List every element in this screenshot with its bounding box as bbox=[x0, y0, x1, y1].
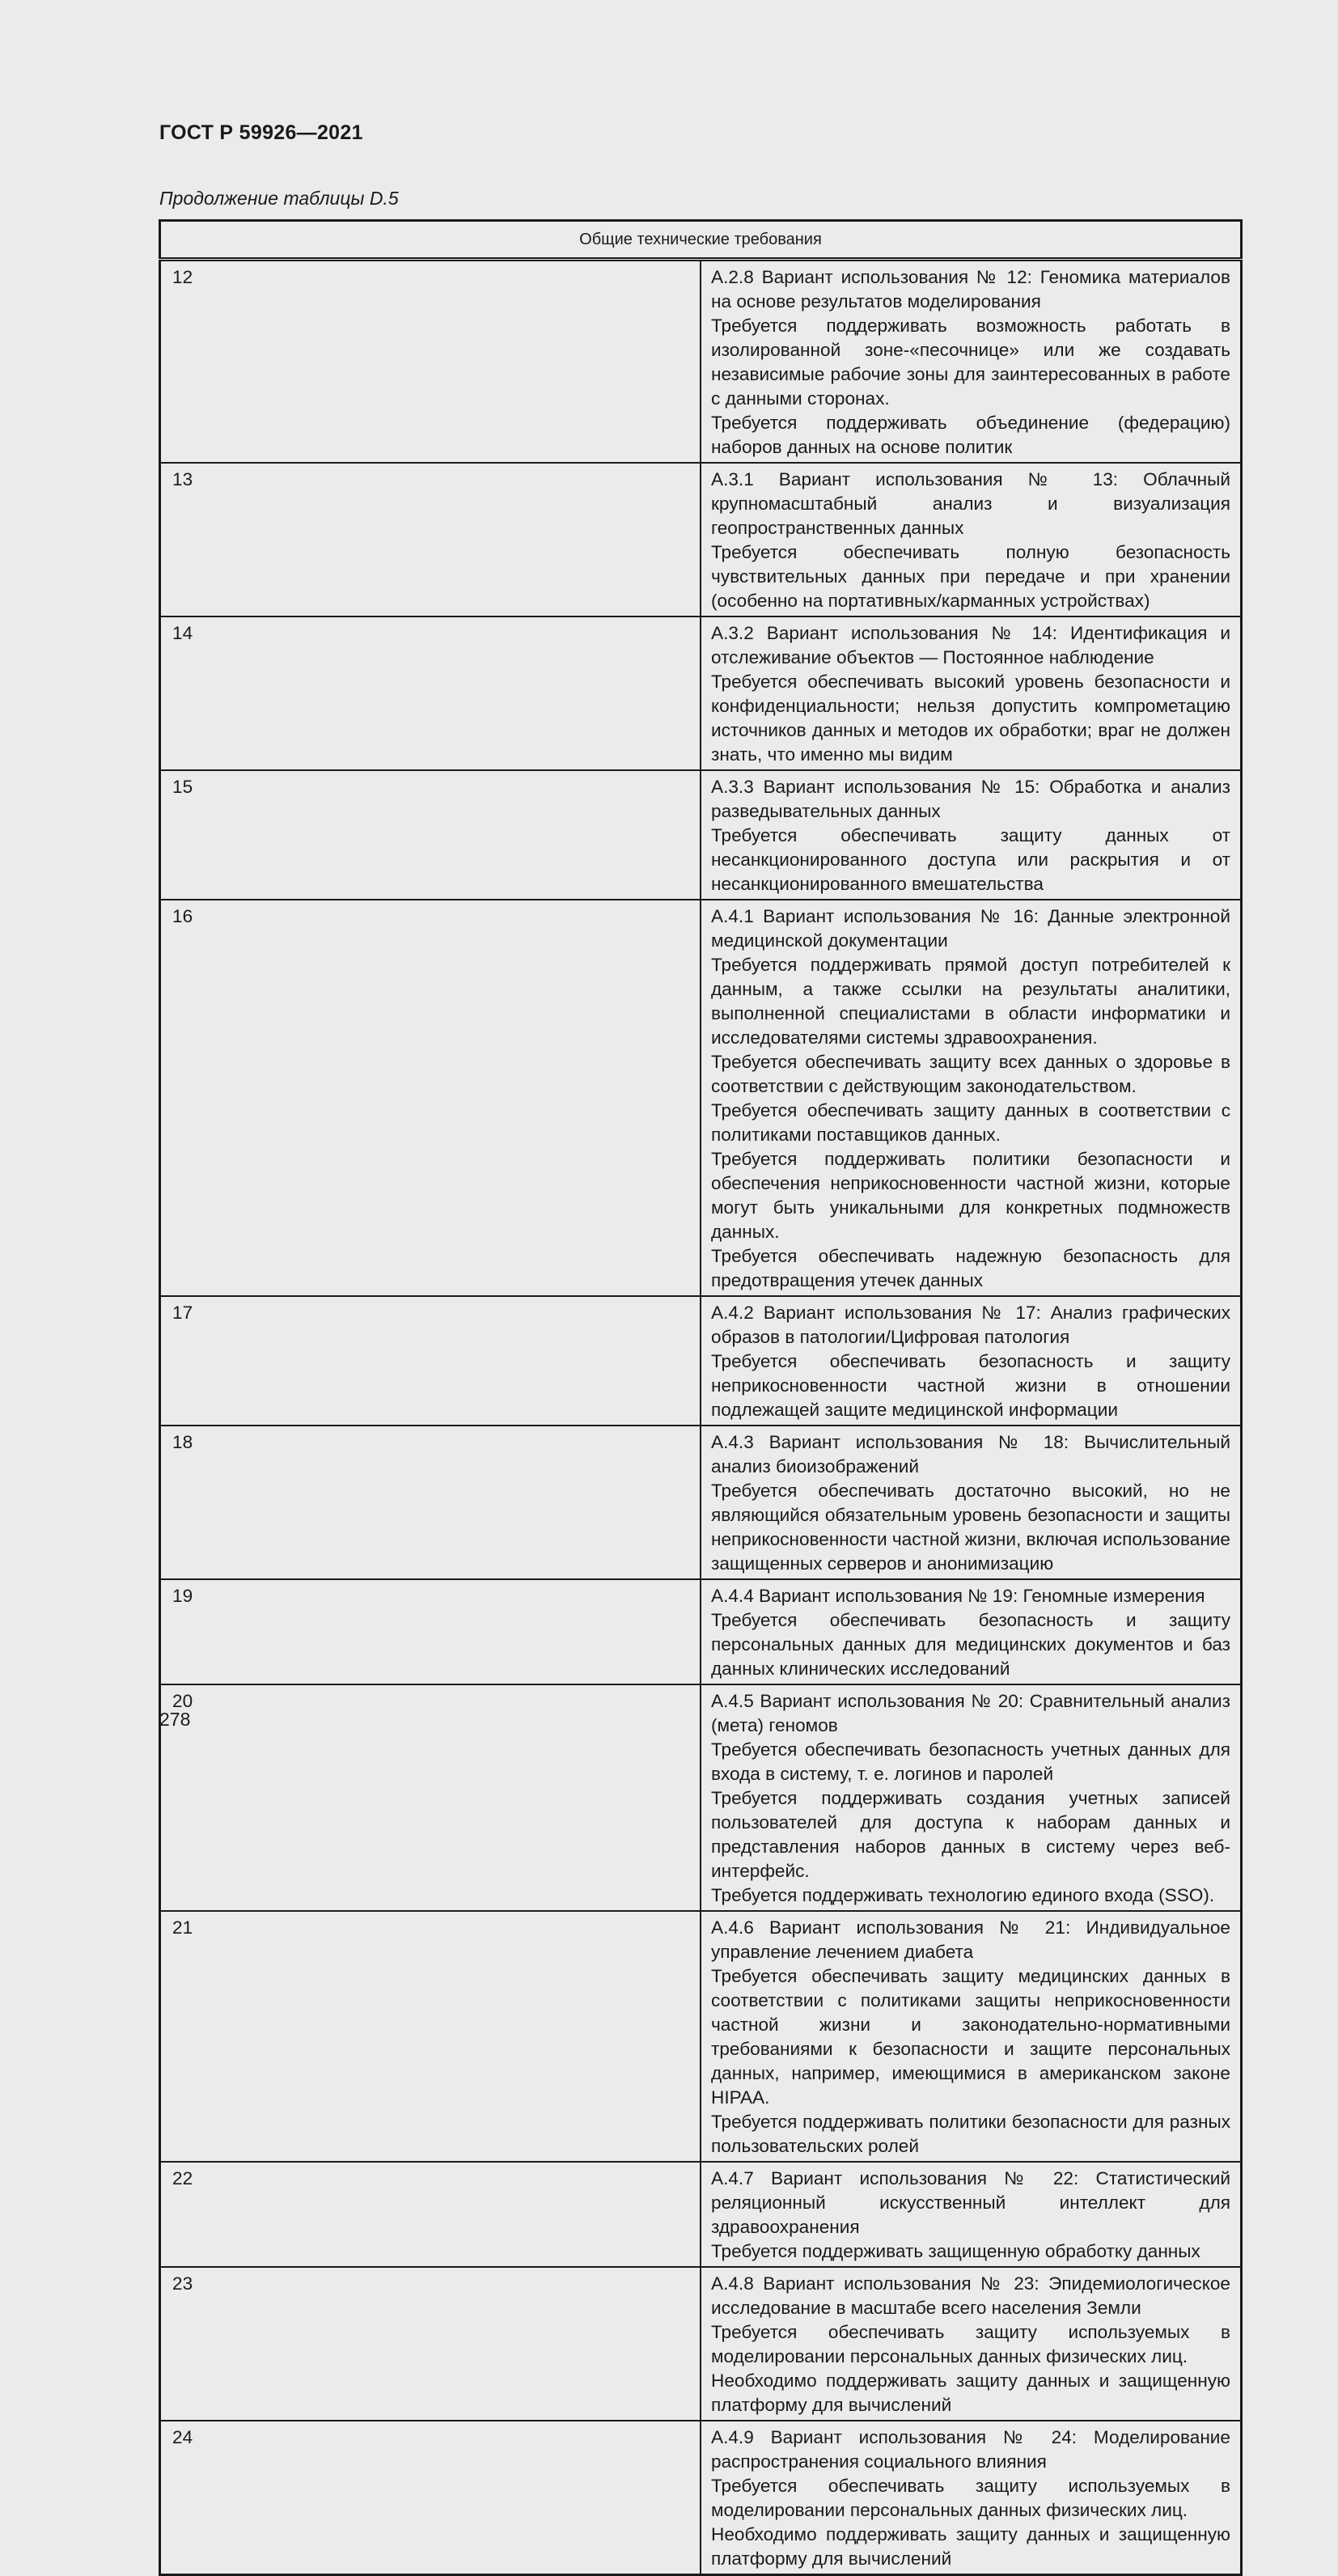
requirements-table bbox=[159, 219, 1243, 2576]
use-case-title: А.2.8 Вариант использования № 12: Геномика материалов на основе результатов моделирования bbox=[711, 267, 1230, 311]
use-case-title: А.3.2 Вариант использования № 14: Идентификация и отслеживание объектов — Постоянное наблюдение bbox=[711, 623, 1230, 667]
table-row bbox=[160, 900, 1242, 1296]
table-row bbox=[160, 2267, 1242, 2421]
row-requirements bbox=[701, 1579, 1242, 1684]
requirement-text: Требуется поддерживать политики безопасности для разных пользовательских ролей bbox=[711, 2112, 1230, 2156]
requirement-text: Требуется поддерживать защищенную обработку данных bbox=[711, 2241, 1200, 2261]
row-number: 19 bbox=[160, 1579, 701, 1684]
requirement-text: Требуется поддерживать возможность работать в изолированной зоне-«песочнице» или же создавать независимые рабочие зоны для заинтересованных в работе с данными сторонах. bbox=[711, 316, 1230, 409]
row-requirements bbox=[701, 900, 1242, 1296]
row-requirements bbox=[701, 2267, 1242, 2421]
requirement-text: Необходимо поддерживать защиту данных и защищенную платформу для вычислений bbox=[711, 2371, 1230, 2415]
requirement-text: Требуется обеспечивать защиту используемых в моделировании персональных данных физических лиц. bbox=[711, 2476, 1230, 2520]
table-row bbox=[160, 2162, 1242, 2267]
row-number: 23 bbox=[160, 2267, 701, 2421]
use-case-title: А.4.6 Вариант использования № 21: Индивидуальное управление лечением диабета bbox=[711, 1917, 1230, 1962]
row-number: 17 bbox=[160, 1296, 701, 1426]
requirement-text: Требуется поддерживать объединение (федерацию) наборов данных на основе политик bbox=[711, 413, 1230, 457]
row-number: 16 bbox=[160, 900, 701, 1296]
row-number: 13 bbox=[160, 463, 701, 616]
table-row bbox=[160, 616, 1242, 770]
use-case-title: А.4.5 Вариант использования № 20: Сравнительный анализ (мета) геномов bbox=[711, 1691, 1230, 1735]
table-row bbox=[160, 2421, 1242, 2575]
use-case-title: А.3.3 Вариант использования № 15: Обработка и анализ разведывательных данных bbox=[711, 777, 1230, 821]
requirement-text: Требуется обеспечивать защиту медицинских данных в соответствии с политиками защиты неприкосновенности частной жизни и законодательно-нормативными требованиями к безопасности и защите персональных данных, например, имеющимися в американском законе HIPAA. bbox=[711, 1966, 1230, 2108]
table-row bbox=[160, 1911, 1242, 2162]
use-case-title: А.4.4 Вариант использования № 19: Геномные измерения bbox=[711, 1586, 1205, 1606]
use-case-title: А.4.2 Вариант использования № 17: Анализ графических образов в патологии/Цифровая патология bbox=[711, 1303, 1230, 1347]
row-requirements bbox=[701, 770, 1242, 900]
row-number: 21 bbox=[160, 1911, 701, 2162]
row-number: 24 bbox=[160, 2421, 701, 2575]
use-case-title: А.4.1 Вариант использования № 16: Данные электронной медицинской документации bbox=[711, 906, 1230, 951]
use-case-title: А.4.3 Вариант использования № 18: Вычислительный анализ биоизображений bbox=[711, 1432, 1230, 1477]
row-requirements bbox=[701, 260, 1242, 464]
row-requirements bbox=[701, 2162, 1242, 2267]
row-requirements bbox=[701, 2421, 1242, 2575]
requirement-text: Требуется обеспечивать защиту используемых в моделировании персональных данных физических лиц. bbox=[711, 2322, 1230, 2366]
row-number: 14 bbox=[160, 616, 701, 770]
page-number: 278 bbox=[159, 1709, 191, 1730]
row-number: 22 bbox=[160, 2162, 701, 2267]
document-header: ГОСТ Р 59926—2021 bbox=[159, 121, 363, 144]
table-header-row bbox=[160, 221, 1242, 260]
row-number: 20 bbox=[160, 1684, 701, 1911]
requirement-text: Требуется обеспечивать защиту данных от несанкционированного доступа или раскрытия и от несанкционированного вмешательства bbox=[711, 825, 1230, 894]
table-row bbox=[160, 1579, 1242, 1684]
table-caption: Продолжение таблицы D.5 bbox=[159, 188, 399, 209]
table-row bbox=[160, 1426, 1242, 1579]
requirement-text: Требуется обеспечивать полную безопасность чувствительных данных при передаче и при хранении (особенно на портативных/карманных устройствах) bbox=[711, 542, 1230, 611]
requirement-text: Требуется поддерживать технологию единого входа (SSO). bbox=[711, 1885, 1215, 1905]
table-heading: Общие технические требования bbox=[160, 221, 1242, 260]
table-row bbox=[160, 260, 1242, 464]
use-case-title: А.4.8 Вариант использования № 23: Эпидемиологическое исследование в масштабе всего населения Земли bbox=[711, 2273, 1230, 2318]
row-requirements bbox=[701, 1911, 1242, 2162]
requirement-text: Требуется поддерживать прямой доступ потребителей к данным, а также ссылки на результаты аналитики, выполненной специалистами в области информатики и исследователями системы здравоохранения. bbox=[711, 955, 1230, 1048]
use-case-title: А.4.9 Вариант использования № 24: Моделирование распространения социального влияния bbox=[711, 2427, 1230, 2472]
requirement-text: Требуется обеспечивать достаточно высокий, но не являющийся обязательным уровень безопасности и защиты неприкосновенности частной жизни, включая использование защищенных серверов и анонимизацию bbox=[711, 1481, 1231, 1574]
table-row bbox=[160, 1296, 1242, 1426]
row-requirements bbox=[701, 1684, 1242, 1911]
use-case-title: А.3.1 Вариант использования № 13: Облачный крупномасштабный анализ и визуализация геопространственных данных bbox=[711, 469, 1230, 538]
use-case-title: А.4.7 Вариант использования № 22: Статистический реляционный искусственный интеллект для здравоохранения bbox=[711, 2168, 1230, 2237]
requirement-text: Требуется обеспечивать высокий уровень безопасности и конфиденциальности; нельзя допустить компрометацию источников данных и методов их обработки; враг не должен знать, что именно мы видим bbox=[711, 672, 1230, 765]
requirement-text: Требуется обеспечивать защиту всех данных о здоровье в соответствии с действующим законодательством. bbox=[711, 1052, 1230, 1096]
row-requirements bbox=[701, 1296, 1242, 1426]
requirement-text: Требуется обеспечивать безопасность и защиту персональных данных для медицинских документов и баз данных клинических исследований bbox=[711, 1610, 1230, 1679]
requirement-text: Требуется поддерживать создания учетных записей пользователей для доступа к наборам данных и представления наборов данных в систему через веб-интерфейс. bbox=[711, 1788, 1230, 1881]
requirement-text: Необходимо поддерживать защиту данных и защищенную платформу для вычислений bbox=[711, 2524, 1230, 2569]
requirement-text: Требуется обеспечивать защиту данных в соответствии с политиками поставщиков данных. bbox=[711, 1100, 1230, 1145]
row-number: 12 bbox=[160, 260, 701, 464]
row-requirements bbox=[701, 616, 1242, 770]
requirement-text: Требуется обеспечивать безопасность и защиту неприкосновенности частной жизни в отношении подлежащей защите медицинской информации bbox=[711, 1351, 1230, 1420]
row-number: 18 bbox=[160, 1426, 701, 1579]
table-body bbox=[160, 260, 1242, 2575]
table-row bbox=[160, 1684, 1242, 1911]
table-row bbox=[160, 463, 1242, 616]
table-row bbox=[160, 770, 1242, 900]
row-number: 15 bbox=[160, 770, 701, 900]
requirement-text: Требуется обеспечивать безопасность учетных данных для входа в систему, т. е. логинов и паролей bbox=[711, 1739, 1230, 1784]
row-requirements bbox=[701, 463, 1242, 616]
requirement-text: Требуется обеспечивать надежную безопасность для предотвращения утечек данных bbox=[711, 1246, 1230, 1290]
row-requirements bbox=[701, 1426, 1242, 1579]
requirement-text: Требуется поддерживать политики безопасности и обеспечения неприкосновенности частной жизни, которые могут быть уникальными для конкретных подмножеств данных. bbox=[711, 1149, 1230, 1242]
